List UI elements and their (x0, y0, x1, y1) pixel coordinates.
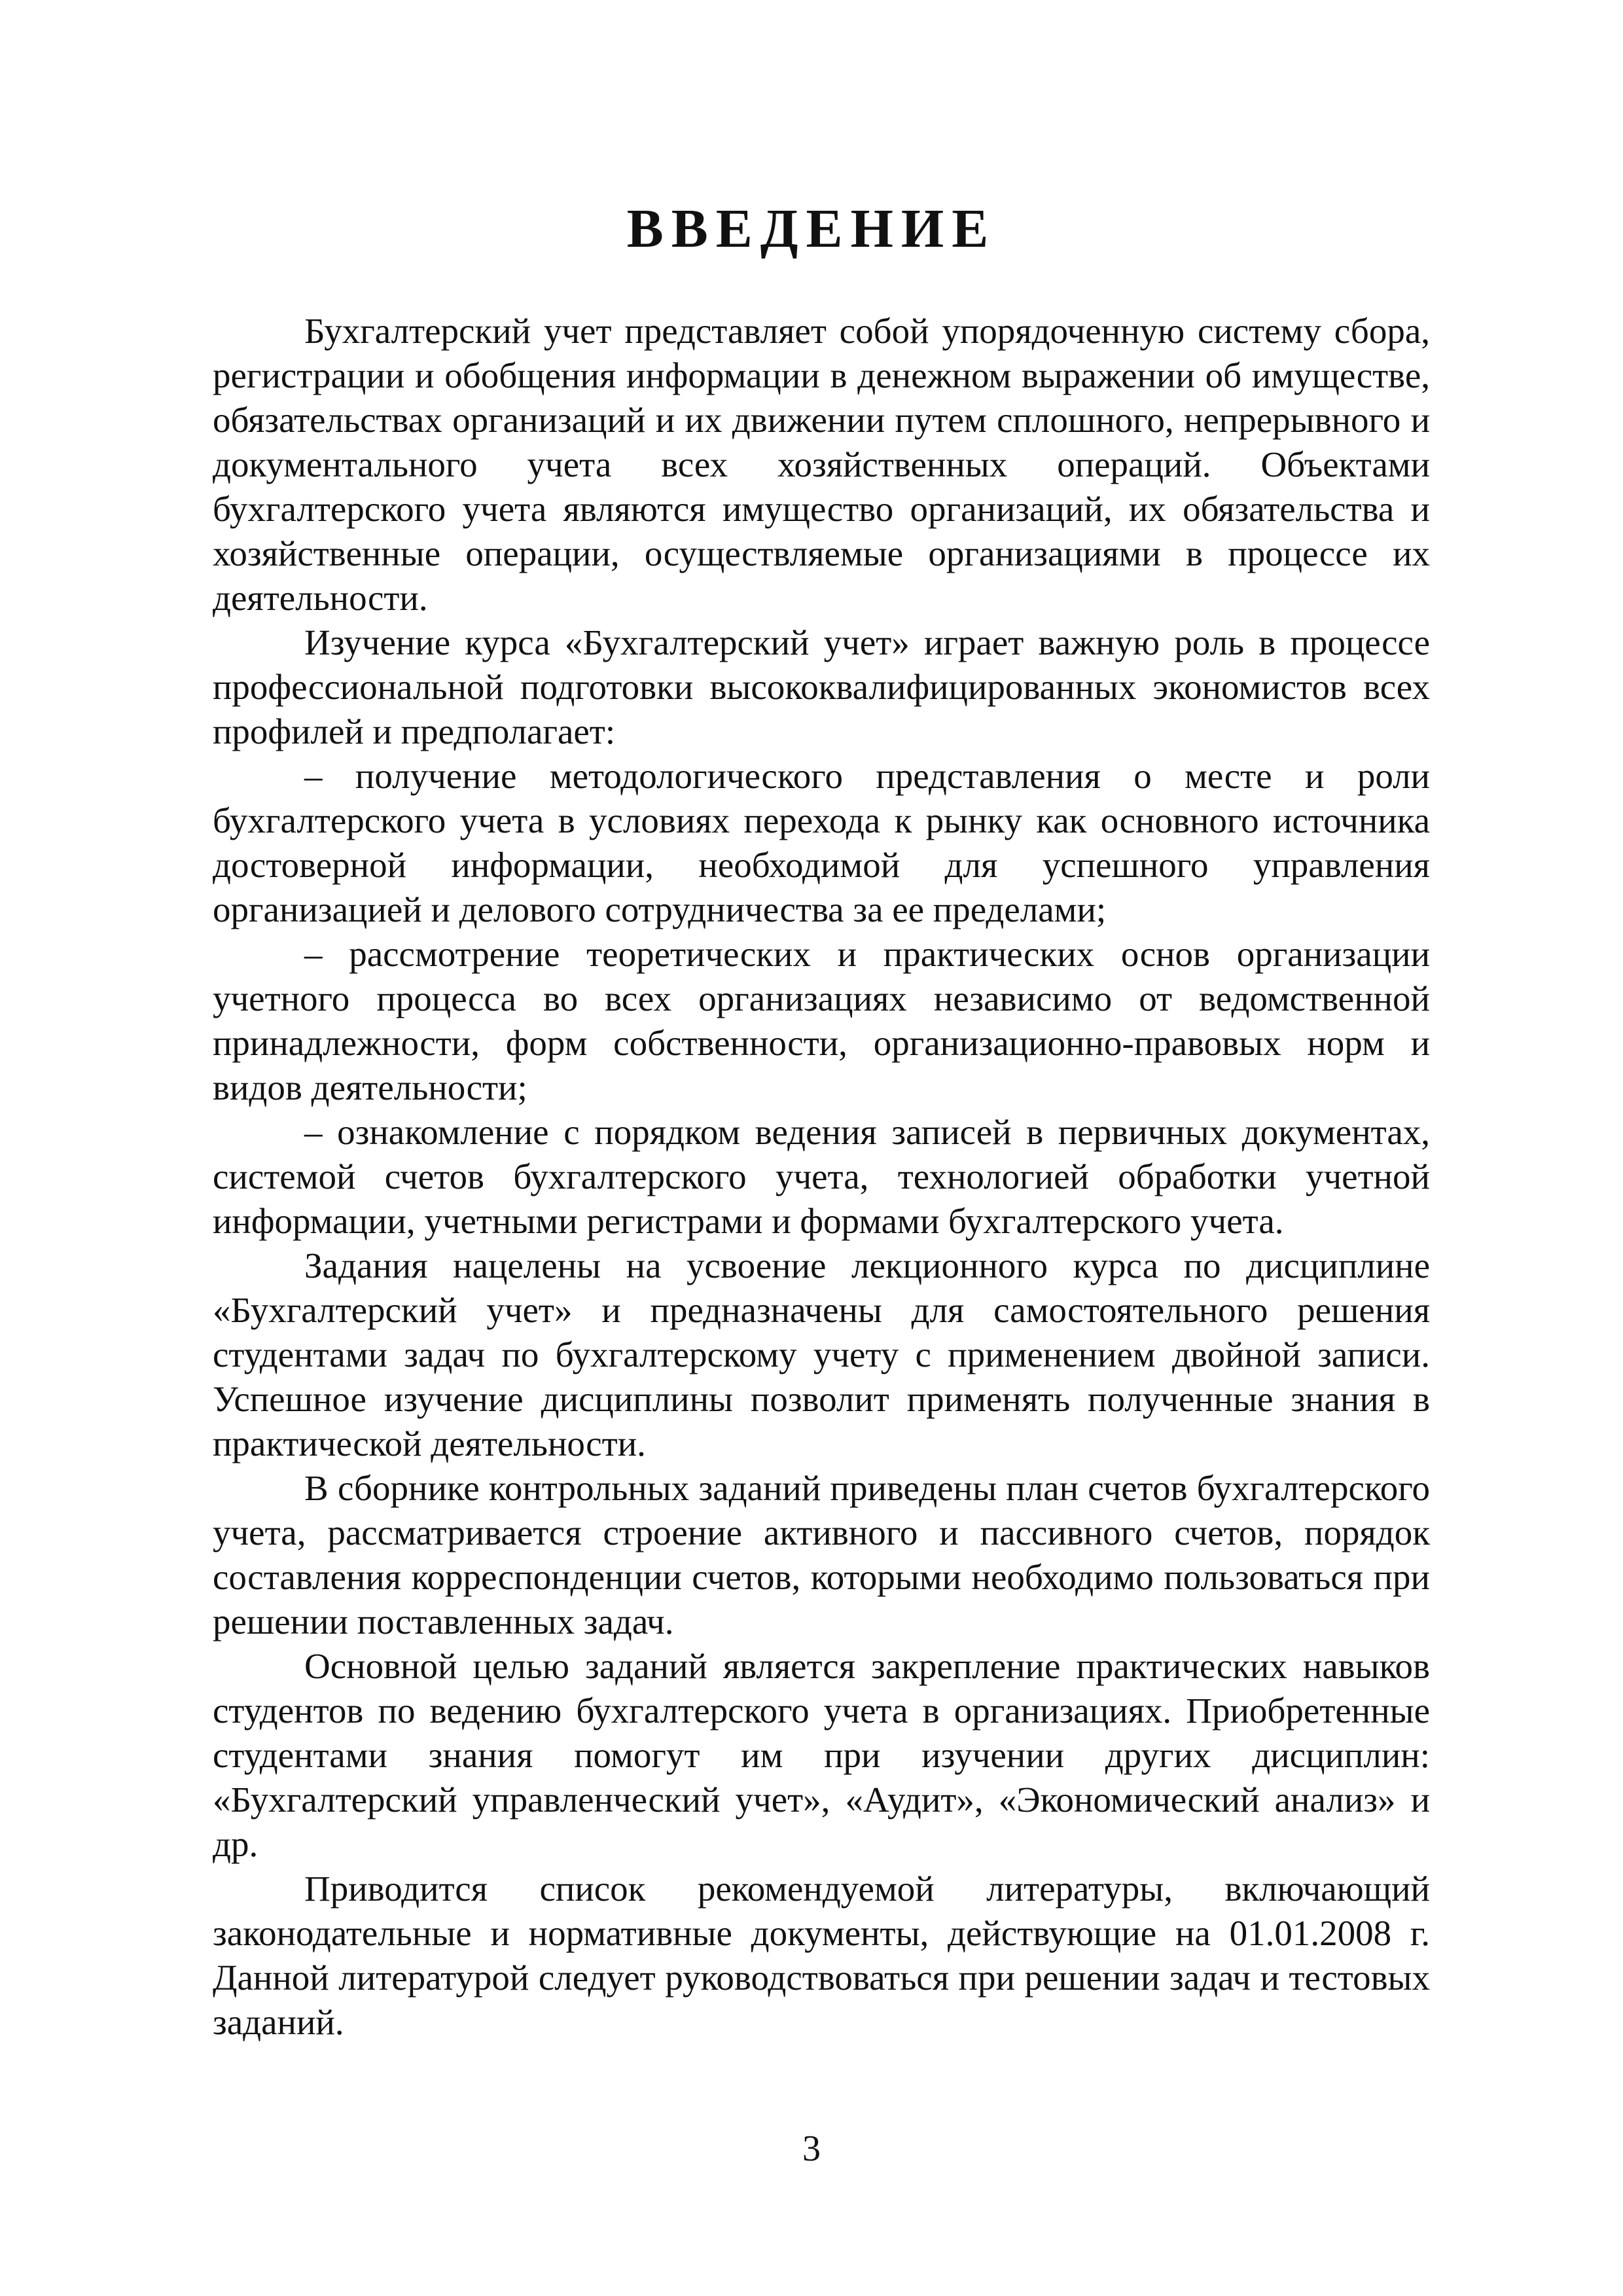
paragraph-tasks-aim: Задания нацелены на усвоение лекционного курса по дисциплине «Бухгалтерский учет» и предназначены для самостоятельного решения студентами задач по бухгалтерскому учету с применением двойной записи. Успешное изучение дисциплины позволит применять полученные знания в практической деятельности. (213, 1246, 1430, 1463)
paragraph-literature: Приводится список рекомендуемой литературы, включающий законодательные и нормативные документы, действующие на 01.01.2008 г. Данной литературой следует руководствоваться при решении задач и тестовых заданий. (213, 1869, 1430, 2042)
page-title: ВВЕДЕНИЕ (626, 198, 997, 259)
paragraph-main-goal: Основной целью заданий является закрепление практических навыков студентов по ведению бухгалтерского учета в организациях. Приобретенные студентами знания помогут им при изучении других дисциплин: «Бухгалтерский управленческий учет», «Аудит», «Экономический анализ» и др. (213, 1646, 1430, 1864)
list-item-theory-practice: – рассмотрение теоретических и практических основ организации учетного процесса во всех организациях независимо от ведомственной принадлежности, форм собственности, организационно-правовых норм и видов деятельности; (213, 934, 1430, 1107)
list-item-familiarization: – ознакомление с порядком ведения записей в первичных документах, системой счетов бухгалтерского учета, технологией обработки учетной информации, учетными регистрами и формами бухгалтерского учета. (213, 1112, 1430, 1241)
paragraph-collection-contents: В сборнике контрольных заданий приведены план счетов бухгалтерского учета, рассматривается строение активного и пассивного счетов, порядок составления корреспонденции счетов, которыми необходимо пользоваться при решении поставленных задач. (213, 1468, 1430, 1641)
page-number: 3 (802, 2128, 821, 2169)
paragraph-course-role: Изучение курса «Бухгалтерский учет» играет важную роль в процессе профессиональной подготовки высококвалифицированных экономистов всех профилей и предполагает: (213, 622, 1430, 751)
body-text (213, 309, 1430, 2045)
paragraph-intro: Бухгалтерский учет представляет собой упорядоченную систему сбора, регистрации и обобщения информации в денежном выражении об имуществе, обязательствах организаций и их движении путем сплошного, непрерывного и документального учета всех хозяйственных операций. Объектами бухгалтерского учета являются имущество организаций, их обязательства и хозяйственные операции, осуществляемые организациями в процессе их деятельности. (213, 311, 1430, 618)
list-item-methodology: – получение методологического представления о месте и роли бухгалтерского учета в условиях перехода к рынку как основного источника достоверной информации, необходимой для успешного управления организацией и делового сотрудничества за ее пределами; (213, 756, 1430, 929)
